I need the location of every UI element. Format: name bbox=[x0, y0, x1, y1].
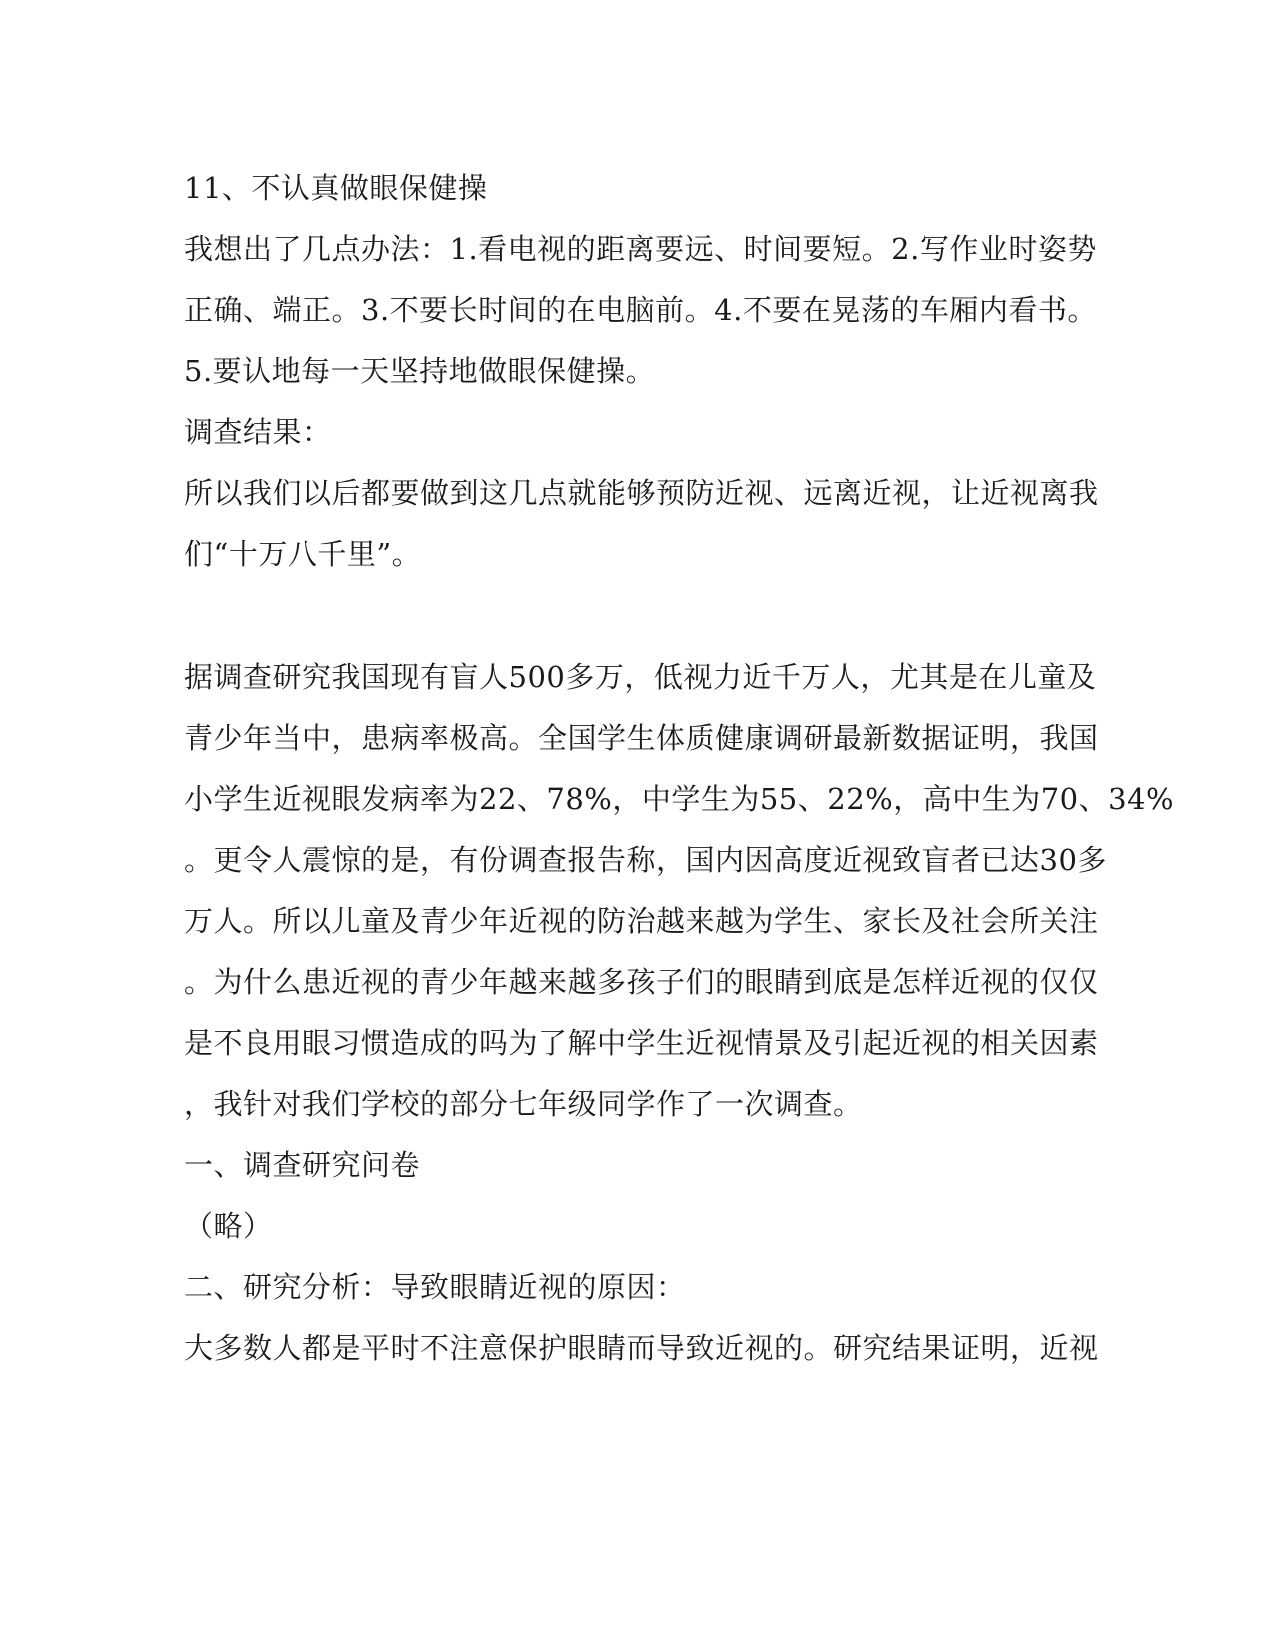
section-heading: 调查结果： bbox=[184, 415, 332, 449]
text-line: 万人。所以儿童及青少年近视的防治越来越为学生、家长及社会所关注 bbox=[184, 904, 1099, 938]
text-line: ，我针对我们学校的部分七年级同学作了一次调查。 bbox=[184, 1087, 863, 1121]
text-line: 我想出了几点办法：1.看电视的距离要远、时间要短。2.写作业时姿势 bbox=[184, 232, 1097, 266]
text-line: 正确、端正。3.不要长时间的在电脑前。4.不要在晃荡的车厢内看书。 bbox=[184, 293, 1097, 327]
text-line: 大多数人都是平时不注意保护眼睛而导致近视的。研究结果证明，近视 bbox=[184, 1331, 1099, 1365]
text-line: 。更令人震惊的是，有份调查报告称，国内因高度近视致盲者已达30多 bbox=[184, 843, 1107, 877]
text-line: 小学生近视眼发病率为22、78%，中学生为55、22%，高中生为70、34% bbox=[184, 782, 1175, 816]
text-line: 所以我们以后都要做到这几点就能够预防近视、远离近视，让近视离我 bbox=[184, 476, 1099, 510]
text-line: （略） bbox=[184, 1209, 273, 1243]
paragraph-gap bbox=[184, 585, 1089, 647]
text-line: 是不良用眼习惯造成的吗为了解中学生近视情景及引起近视的相关因素 bbox=[184, 1026, 1099, 1060]
text-line: 11、不认真做眼保健操 bbox=[184, 171, 488, 205]
section-heading: 二、研究分析：导致眼睛近视的原因： bbox=[184, 1270, 686, 1304]
text-line: 5.要认地每一天坚持地做眼保健操。 bbox=[184, 354, 656, 388]
text-line: 青少年当中，患病率极高。全国学生体质健康调研最新数据证明，我国 bbox=[184, 721, 1099, 755]
document-page bbox=[184, 158, 1175, 1379]
text-line: 们“十万八千里”。 bbox=[184, 537, 422, 571]
text-line: 据调查研究我国现有盲人500多万，低视力近千万人，尤其是在儿童及 bbox=[184, 660, 1097, 694]
text-line: 。为什么患近视的青少年越来越多孩子们的眼睛到底是怎样近视的仅仅 bbox=[184, 965, 1099, 999]
section-heading: 一、调查研究问卷 bbox=[184, 1148, 421, 1182]
